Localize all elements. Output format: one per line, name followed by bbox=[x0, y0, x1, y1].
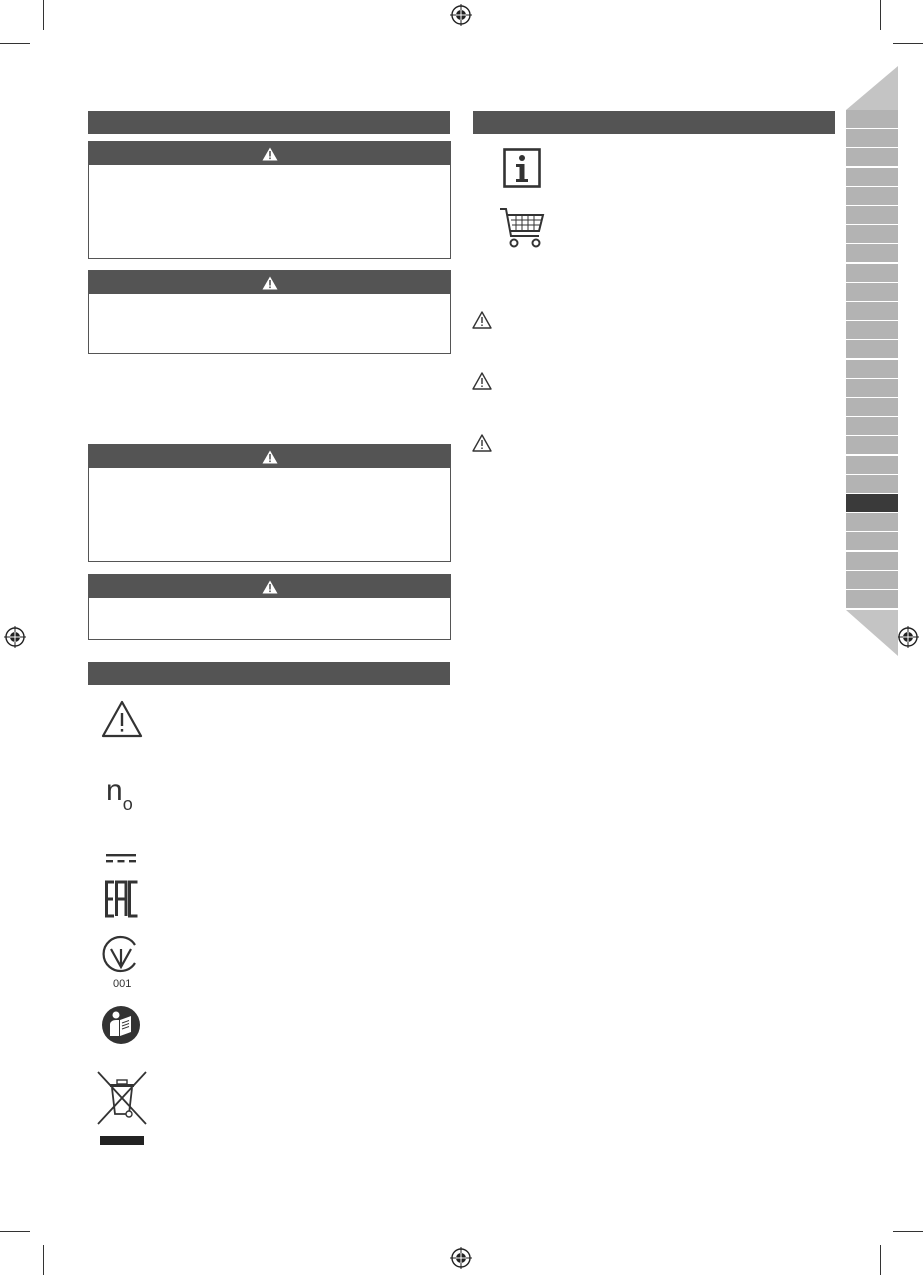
info-icon bbox=[503, 148, 541, 188]
eac-mark-icon bbox=[105, 880, 139, 918]
caution-box-header bbox=[89, 271, 450, 294]
crop-mark bbox=[43, 0, 44, 30]
symbols-section-header-bar bbox=[88, 662, 450, 685]
language-tab[interactable] bbox=[846, 379, 898, 397]
warning-box bbox=[88, 141, 451, 259]
speed-symbol-n: n bbox=[106, 774, 123, 807]
conformity-code: 001 bbox=[113, 978, 132, 990]
registration-mark-icon bbox=[4, 626, 26, 648]
language-tab[interactable] bbox=[846, 532, 898, 550]
registration-mark-icon bbox=[450, 4, 472, 26]
section-header-bar bbox=[88, 111, 450, 134]
language-tab[interactable] bbox=[846, 110, 898, 128]
language-tab[interactable] bbox=[846, 283, 898, 301]
crop-mark bbox=[893, 43, 923, 44]
crossed-bin-icon bbox=[96, 1070, 148, 1148]
crop-mark bbox=[880, 1245, 881, 1275]
language-tab[interactable] bbox=[846, 264, 898, 282]
section-header-bar bbox=[473, 111, 835, 134]
warning-triangle-icon bbox=[472, 311, 492, 329]
language-tab[interactable] bbox=[846, 244, 898, 262]
no-load-speed-icon bbox=[106, 776, 133, 819]
language-tab[interactable] bbox=[846, 513, 898, 531]
crop-mark bbox=[0, 1231, 30, 1232]
crop-mark bbox=[880, 0, 881, 30]
warning-triangle-icon bbox=[262, 147, 278, 161]
crop-mark bbox=[43, 1245, 44, 1275]
language-tab[interactable] bbox=[846, 206, 898, 224]
caution-box-header bbox=[89, 575, 450, 598]
warning-box bbox=[88, 444, 451, 562]
language-tab[interactable] bbox=[846, 552, 898, 570]
ukrainian-conformity-mark-icon bbox=[101, 935, 141, 977]
read-manual-icon bbox=[101, 1005, 141, 1045]
language-tab[interactable] bbox=[846, 417, 898, 435]
language-tab[interactable] bbox=[846, 456, 898, 474]
crop-mark bbox=[0, 43, 30, 44]
warning-triangle-icon bbox=[262, 276, 278, 290]
language-tab[interactable] bbox=[846, 436, 898, 454]
caution-box bbox=[88, 270, 451, 354]
language-tab-active[interactable] bbox=[846, 494, 898, 512]
caution-box bbox=[88, 574, 451, 640]
language-tab[interactable] bbox=[846, 398, 898, 416]
warning-triangle-icon bbox=[472, 372, 492, 390]
language-tab[interactable] bbox=[846, 129, 898, 147]
warning-triangle-icon bbox=[262, 450, 278, 464]
speed-symbol-sub: o bbox=[122, 794, 133, 814]
language-tab[interactable] bbox=[846, 148, 898, 166]
language-tab[interactable] bbox=[846, 225, 898, 243]
registration-mark-icon bbox=[897, 626, 919, 648]
warning-triangle-icon bbox=[101, 700, 143, 738]
language-tab[interactable] bbox=[846, 321, 898, 339]
language-tab[interactable] bbox=[846, 360, 898, 378]
language-tab[interactable] bbox=[846, 168, 898, 186]
warning-triangle-icon bbox=[262, 580, 278, 594]
warning-triangle-icon bbox=[472, 434, 492, 452]
language-tab[interactable] bbox=[846, 571, 898, 589]
warning-box-header bbox=[89, 142, 450, 165]
warning-box-header bbox=[89, 445, 450, 468]
registration-mark-icon bbox=[450, 1247, 472, 1269]
language-tab[interactable] bbox=[846, 187, 898, 205]
tab-strip-bottom-triangle bbox=[846, 610, 898, 656]
language-tab[interactable] bbox=[846, 340, 898, 358]
direct-current-icon bbox=[106, 854, 136, 864]
crop-mark bbox=[893, 1231, 923, 1232]
tab-strip-top-triangle bbox=[846, 66, 898, 110]
language-tab[interactable] bbox=[846, 590, 898, 608]
shopping-cart-icon bbox=[499, 206, 545, 250]
language-tab[interactable] bbox=[846, 475, 898, 493]
language-tab[interactable] bbox=[846, 302, 898, 320]
